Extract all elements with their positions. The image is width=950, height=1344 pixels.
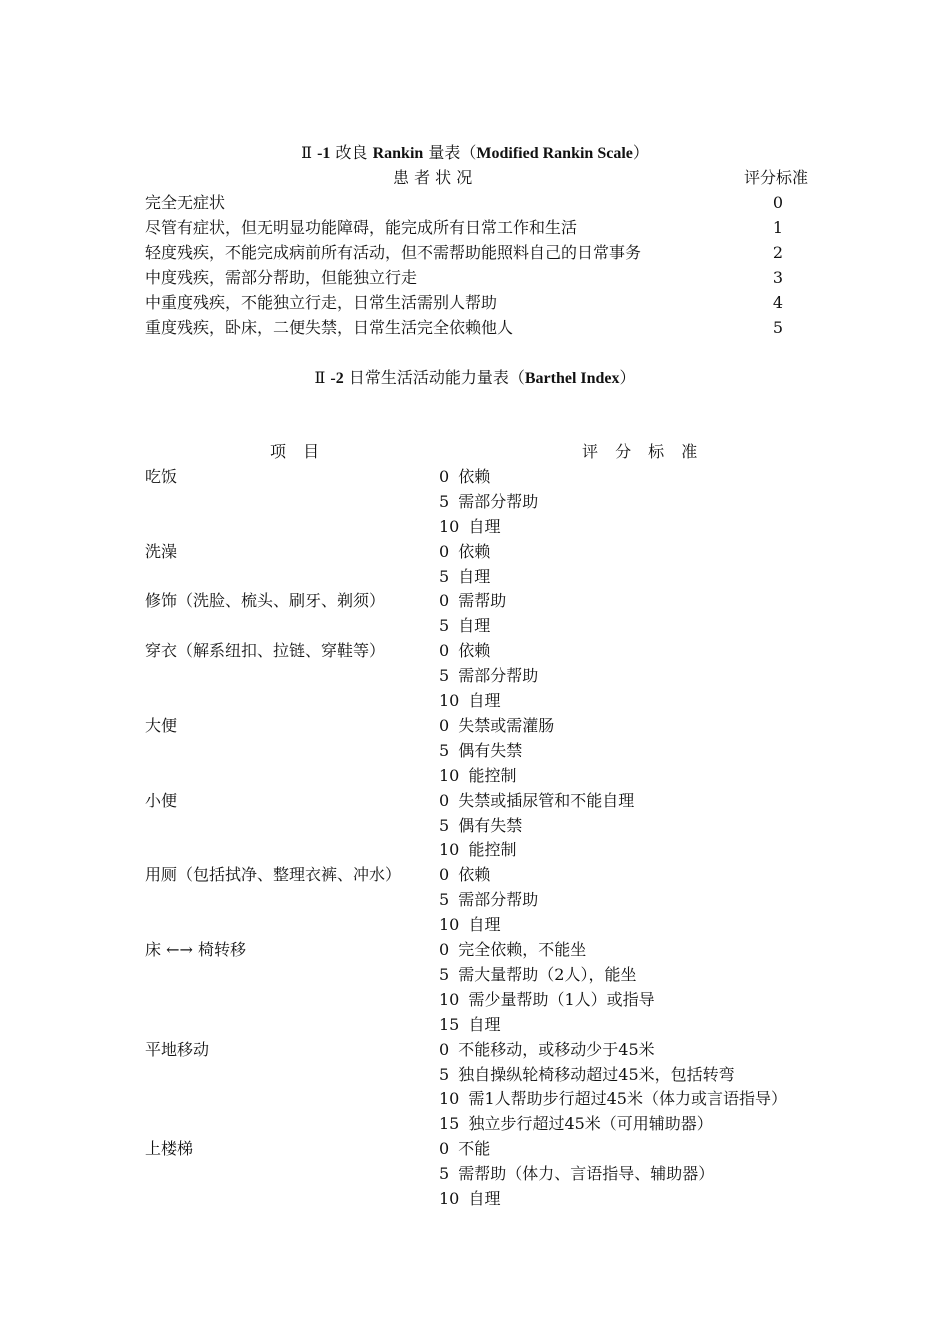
barthel-option-score: 5: [439, 741, 450, 760]
barthel-option-score: 5: [439, 492, 450, 511]
barthel-option-text: 独立步行超过45米（可用辅助器）: [463, 1114, 713, 1133]
barthel-option-score: 0: [439, 542, 450, 561]
barthel-title-close: ）: [619, 368, 636, 387]
barthel-option-text: 自理: [463, 1015, 501, 1034]
barthel-option-score: 5: [439, 616, 450, 635]
barthel-item-name: 上楼梯: [145, 1139, 194, 1158]
barthel-option-text: 失禁或插尿管和不能自理: [453, 791, 635, 810]
barthel-item-name: 用厕（包括拭净、整理衣裤、冲水）: [145, 865, 402, 884]
barthel-option-text: 依赖: [453, 467, 491, 486]
barthel-title-prefix: Ⅱ: [314, 368, 326, 387]
barthel-option: [439, 467, 490, 487]
barthel-option: [439, 840, 516, 860]
barthel-option-score: 5: [439, 1065, 450, 1084]
barthel-option: [439, 741, 522, 761]
barthel-option: [439, 666, 538, 686]
barthel-option-score: 10: [439, 1089, 460, 1108]
barthel-option: [439, 691, 500, 711]
barthel-option-text: 自理: [463, 915, 501, 934]
barthel-option-text: 独自操纵轮椅移动超过45米，包括转弯: [453, 1065, 735, 1084]
barthel-option-text: 自理: [463, 691, 501, 710]
barthel-option-score: 0: [439, 791, 450, 810]
rankin-row-score: 1: [772, 218, 784, 237]
rankin-row-score: 4: [772, 293, 784, 312]
barthel-option: [439, 591, 506, 611]
barthel-title-en: Barthel Index: [524, 370, 620, 387]
rankin-row-status: 中度残疾，需部分帮助，但能独立行走: [145, 268, 418, 287]
barthel-option: [439, 641, 490, 661]
barthel-option: [439, 492, 538, 512]
barthel-option-score: 0: [439, 1139, 450, 1158]
rankin-title-num: -1: [317, 145, 331, 162]
barthel-option-text: 自理: [463, 1189, 501, 1208]
barthel-option-text: 不能移动，或移动少于45米: [453, 1040, 655, 1059]
barthel-option: [439, 890, 538, 910]
rankin-title-prefix: Ⅱ: [301, 143, 312, 162]
barthel-option-text: 需部分帮助: [453, 666, 539, 685]
barthel-item-name: 修饰（洗脸、梳头、刷牙、剃须）: [145, 591, 386, 610]
rankin-title-cn2: 量表（: [428, 143, 477, 162]
barthel-item-name: 小便: [145, 791, 178, 810]
rankin-row-score: 5: [772, 318, 784, 337]
barthel-option: [439, 1164, 714, 1184]
barthel-option-score: 10: [439, 915, 460, 934]
barthel-item-name: 平地移动: [145, 1040, 210, 1059]
barthel-option-text: 能控制: [463, 840, 517, 859]
barthel-option: [439, 1114, 713, 1134]
barthel-option: [439, 1040, 655, 1060]
barthel-option-text: 依赖: [453, 641, 491, 660]
barthel-item-name: 洗澡: [145, 542, 178, 561]
barthel-option-text: 失禁或需灌肠: [453, 716, 555, 735]
barthel-option-score: 0: [439, 1040, 450, 1059]
rankin-row-score: 3: [772, 268, 784, 287]
barthel-option: [439, 965, 636, 985]
barthel-option-text: 不能: [453, 1139, 491, 1158]
rankin-row-status: 重度残疾，卧床，二便失禁，日常生活完全依赖他人: [145, 318, 514, 337]
barthel-option-score: 0: [439, 591, 450, 610]
rankin-col-status: 患 者 状 况: [393, 168, 473, 187]
barthel-option-score: 5: [439, 816, 450, 835]
barthel-title-cn: 日常生活活动能力量表（: [348, 368, 525, 387]
barthel-option-score: 5: [439, 567, 450, 586]
barthel-option-text: 需大量帮助（2人），能坐: [453, 965, 637, 984]
rankin-title-close: ）: [632, 143, 649, 162]
rankin-title-cn: 改良: [335, 143, 368, 162]
barthel-option-score: 5: [439, 1164, 450, 1183]
barthel-option-score: 0: [439, 467, 450, 486]
rankin-title-bold: Rankin: [372, 145, 424, 162]
rankin-row-status: 完全无症状: [145, 193, 226, 212]
barthel-option-score: 15: [439, 1015, 460, 1034]
barthel-option-text: 需部分帮助: [453, 492, 539, 511]
barthel-option-text: 完全依赖，不能坐: [453, 940, 587, 959]
barthel-option: [439, 990, 655, 1010]
barthel-option-text: 偶有失禁: [453, 816, 523, 835]
rankin-col-score: 评分标准: [744, 168, 809, 187]
barthel-option-score: 10: [439, 691, 460, 710]
barthel-option: [439, 766, 516, 786]
barthel-option-text: 需帮助（体力、言语指导、辅助器）: [453, 1164, 715, 1183]
rankin-row-status: 中重度残疾，不能独立行走，日常生活需别人帮助: [145, 293, 498, 312]
barthel-option: [439, 567, 490, 587]
barthel-option-text: 依赖: [453, 542, 491, 561]
barthel-option-text: 偶有失禁: [453, 741, 523, 760]
barthel-option-text: 需部分帮助: [453, 890, 539, 909]
barthel-option-text: 自理: [453, 567, 491, 586]
rankin-row-status: 轻度残疾，不能完成病前所有活动，但不需帮助能照料自己的日常事务: [145, 243, 642, 262]
barthel-option: [439, 1015, 500, 1035]
barthel-option-score: 15: [439, 1114, 460, 1133]
barthel-option: [439, 865, 490, 885]
rankin-title: [0, 143, 950, 164]
barthel-option: [439, 791, 634, 811]
barthel-option-text: 依赖: [453, 865, 491, 884]
barthel-col-item: 项 目: [270, 442, 326, 461]
barthel-option: [439, 1089, 787, 1109]
barthel-option: [439, 1065, 735, 1085]
barthel-option: [439, 915, 500, 935]
rankin-row-score: 2: [772, 243, 784, 262]
barthel-option-text: 自理: [453, 616, 491, 635]
rankin-row-score: 0: [772, 193, 784, 212]
rankin-row-status: 尽管有症状，但无明显功能障碍，能完成所有日常工作和生活: [145, 218, 578, 237]
barthel-option: [439, 716, 554, 736]
barthel-option-score: 0: [439, 716, 450, 735]
barthel-item-name: 大便: [145, 716, 178, 735]
barthel-option: [439, 616, 490, 636]
barthel-option-score: 10: [439, 1189, 460, 1208]
barthel-title: [0, 368, 950, 389]
barthel-option-text: 需少量帮助（1人）或指导: [463, 990, 655, 1009]
barthel-option: [439, 542, 490, 562]
barthel-item-name: 床 ←→ 椅转移: [145, 940, 246, 959]
barthel-item-name: 吃饭: [145, 467, 178, 486]
barthel-option-score: 0: [439, 940, 450, 959]
barthel-option: [439, 940, 586, 960]
barthel-option-text: 需1人帮助步行超过45米（体力或言语指导）: [463, 1089, 787, 1108]
barthel-option-score: 5: [439, 890, 450, 909]
rankin-title-en: Modified Rankin Scale: [476, 145, 633, 162]
barthel-title-num: -2: [330, 370, 344, 387]
barthel-option-score: 0: [439, 865, 450, 884]
barthel-option: [439, 517, 500, 537]
barthel-item-name: 穿衣（解系纽扣、拉链、穿鞋等）: [145, 641, 386, 660]
barthel-option-score: 10: [439, 990, 460, 1009]
barthel-option-text: 需帮助: [453, 591, 507, 610]
barthel-option-score: 5: [439, 666, 450, 685]
barthel-option-score: 0: [439, 641, 450, 660]
barthel-col-criteria: 评 分 标 准: [582, 442, 704, 461]
barthel-option-score: 10: [439, 840, 460, 859]
barthel-option-text: 自理: [463, 517, 501, 536]
barthel-option-text: 能控制: [463, 766, 517, 785]
barthel-option-score: 10: [439, 517, 460, 536]
barthel-option-score: 5: [439, 965, 450, 984]
barthel-option: [439, 816, 522, 836]
barthel-option: [439, 1139, 490, 1159]
barthel-option-score: 10: [439, 766, 460, 785]
barthel-option: [439, 1189, 500, 1209]
